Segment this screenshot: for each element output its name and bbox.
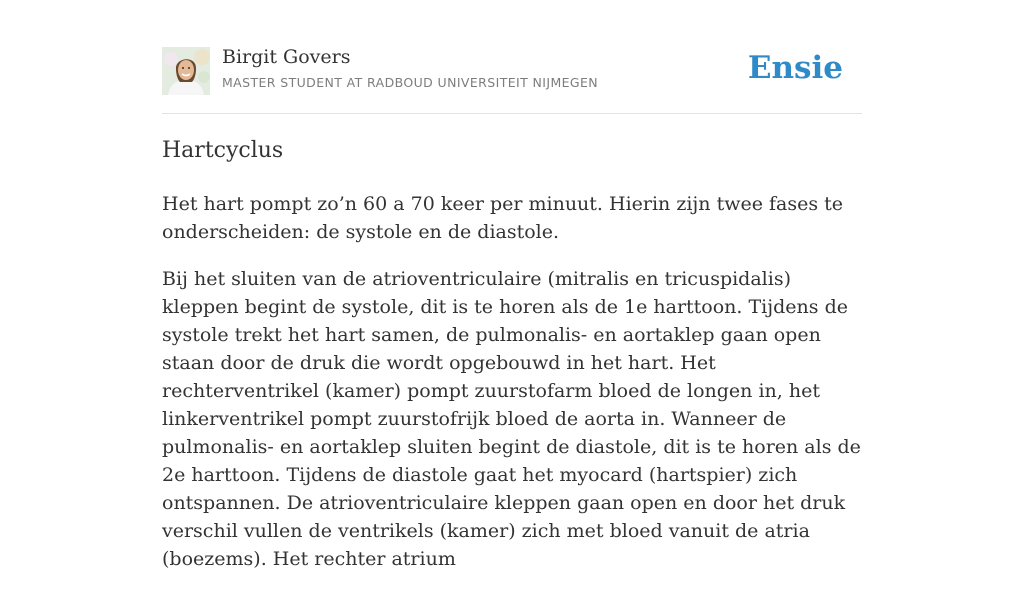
article-paragraph: Het hart pompt zo’n 60 a 70 keer per minuut. Hierin zijn twee fases te onderscheiden: de systole en de diastole. xyxy=(162,193,844,243)
article-header xyxy=(162,44,862,114)
article-body xyxy=(162,190,866,592)
article-paragraph: Bij het sluiten van de atrioventriculaire (mitralis en tricuspidalis) kleppen begint de systole, dit is te horen als de 1e harttoon. Tijdens de systole trekt het hart samen, de pulmonalis- en aortaklep gaan open staan door de druk die wordt opgebouwd in het hart. Het rechterventrikel (kamer) pompt zuurstofarm bloed de longen in, het linkerventrikel pompt zuurstofrijk bloed de aorta in. Wanneer de pulmonalis- en aortaklep sluiten begint de diastole, dit is te horen als de 2e harttoon. Tijdens de diastole gaat het myocard (hartspier) zich ontspannen. De atrioventriculaire kleppen gaan open en door het druk verschil vullen de ventrikels (kamer) zich met bloed vanuit de atria (boezems). Het rechter atrium xyxy=(162,268,861,570)
article-title: Hartcyclus xyxy=(162,138,284,163)
avatar-photo-icon xyxy=(162,47,210,95)
ensie-logo[interactable]: Ensie xyxy=(747,50,843,86)
avatar[interactable] xyxy=(162,47,210,95)
author-name[interactable]: Birgit Govers xyxy=(222,46,351,68)
author-role: MASTER STUDENT AT RADBOUD UNIVERSITEIT NIJMEGEN xyxy=(222,75,599,90)
